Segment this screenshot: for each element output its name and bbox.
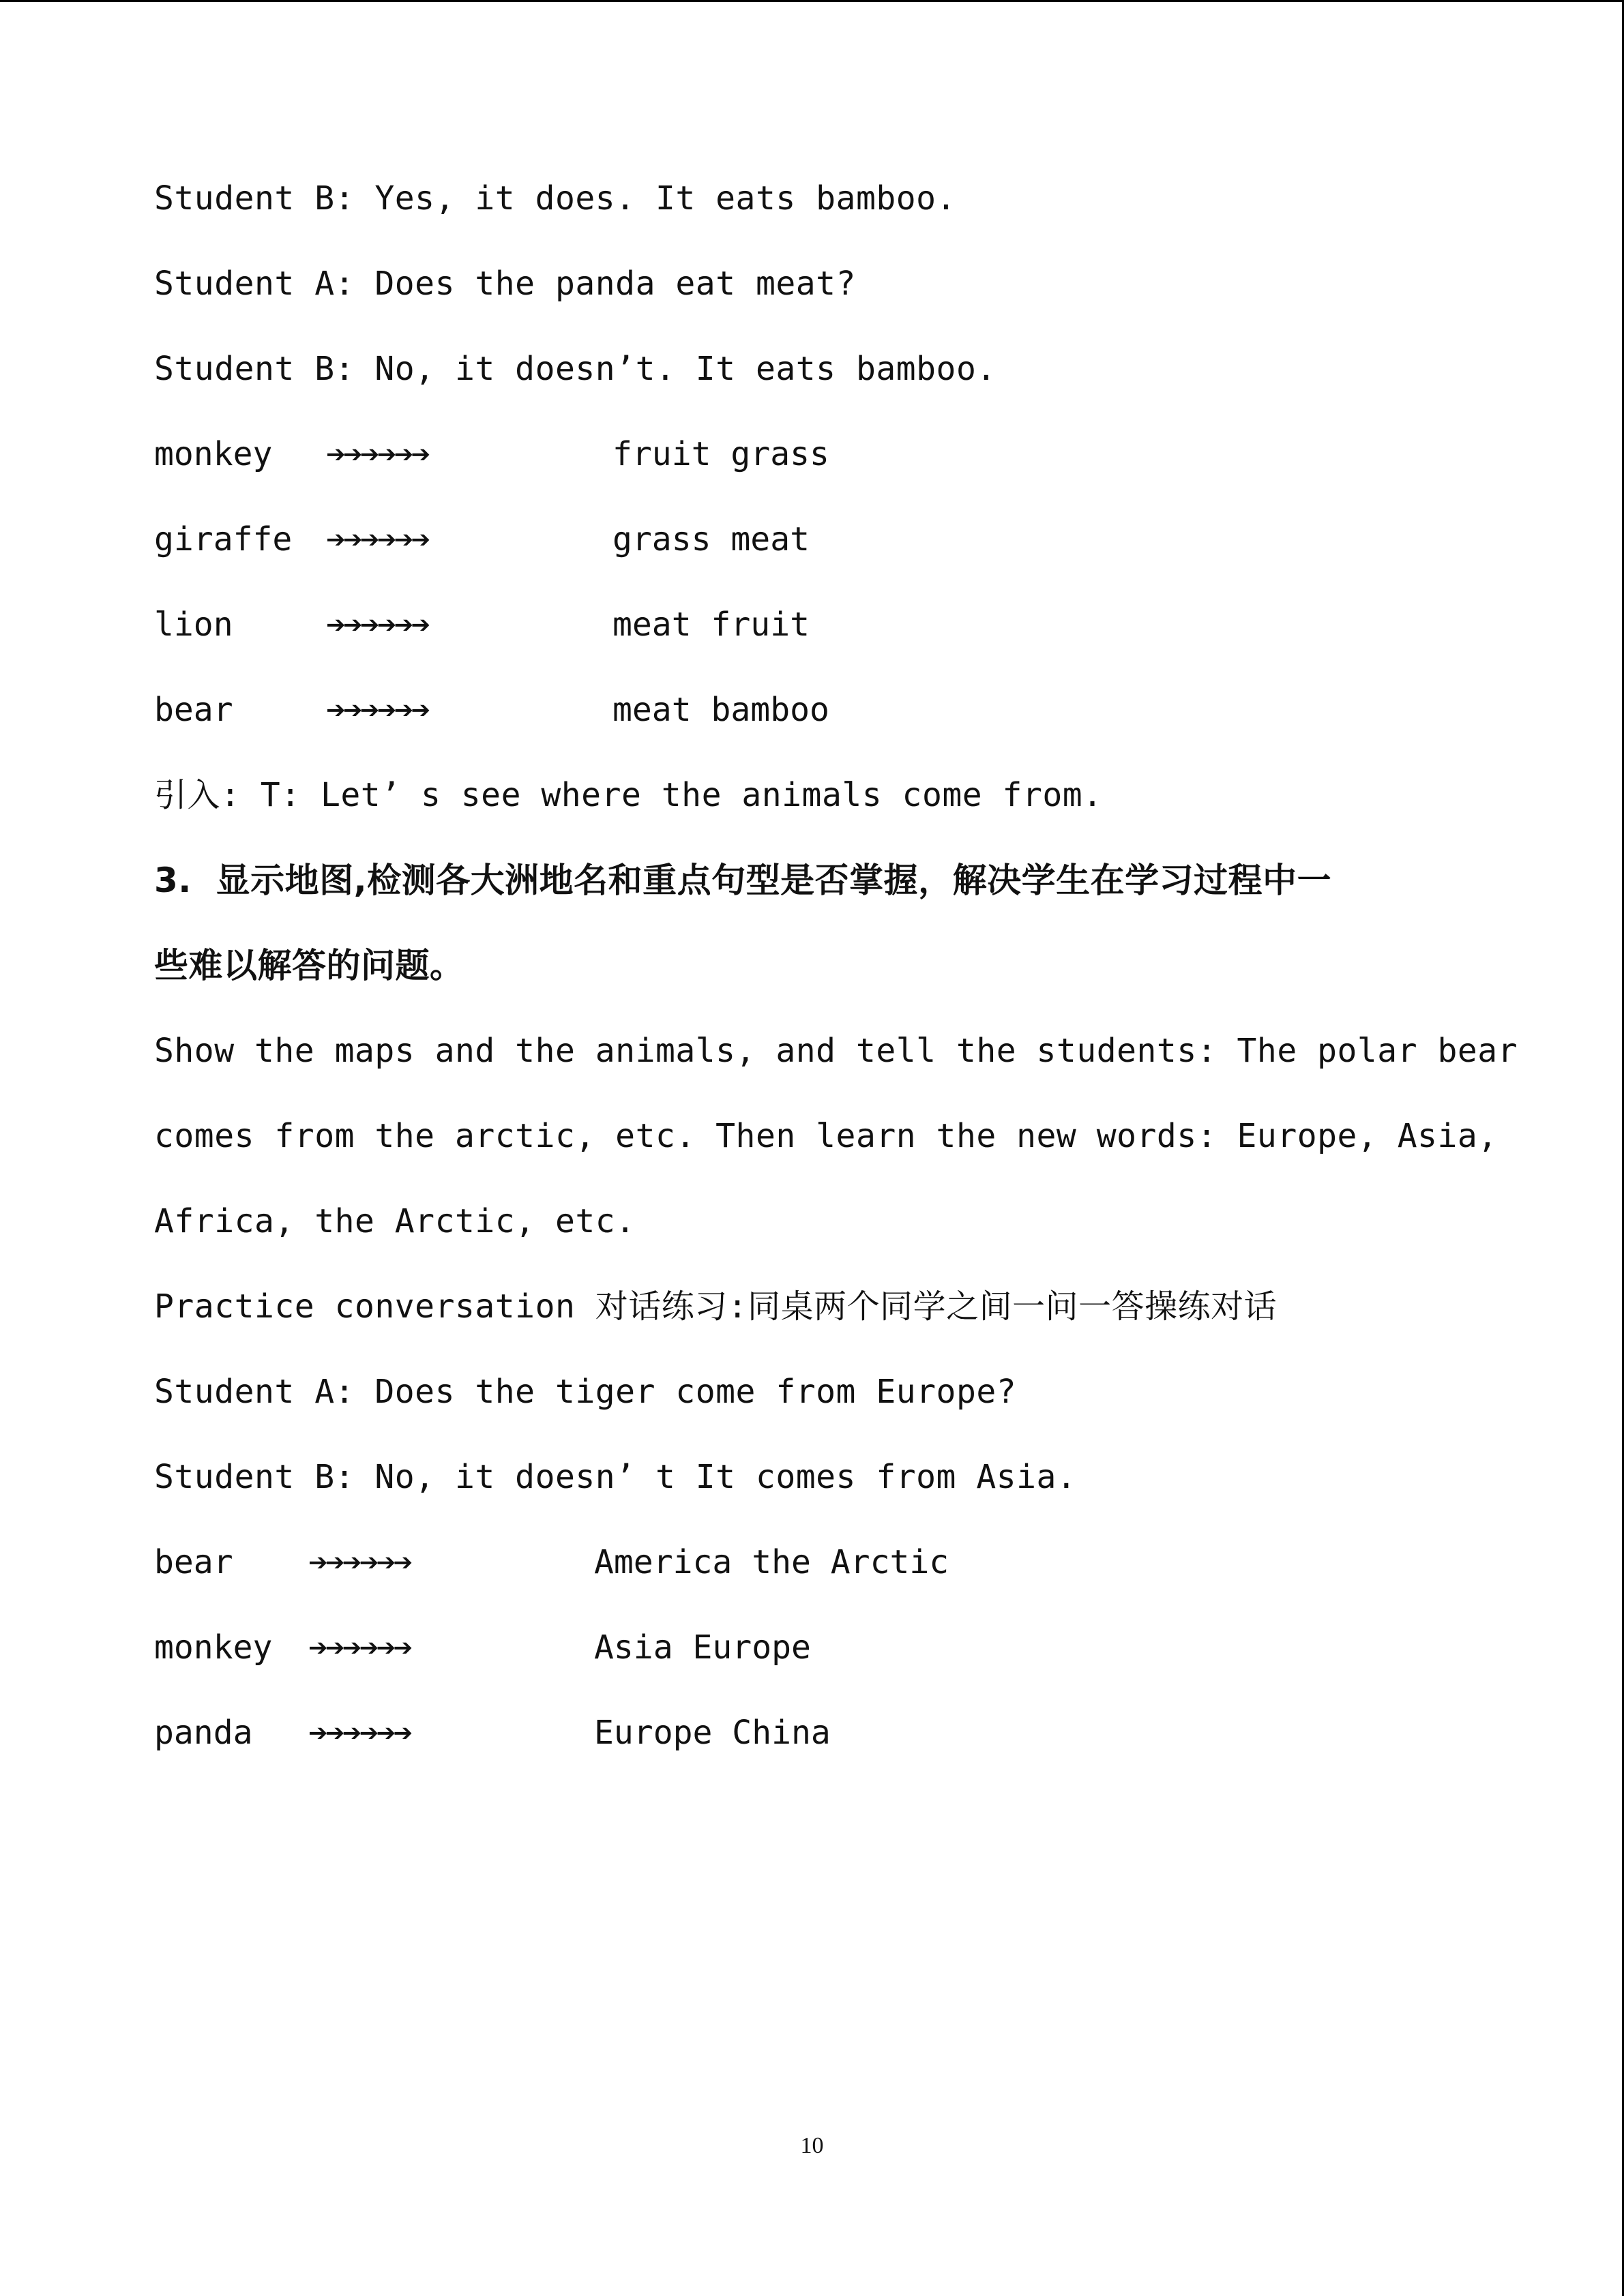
food-options: meat fruit: [612, 606, 810, 644]
dialogue-line: Student A: Does the tiger come from Europe?: [154, 1373, 1017, 1411]
arrow-icon: ➔➔➔➔➔➔: [308, 1543, 411, 1581]
dialogue-line: Student B: No, it doesn’t. It eats bamboo.: [154, 350, 996, 388]
animal-word: monkey: [154, 435, 273, 473]
page-number: 10: [800, 2133, 824, 2158]
practice-line: Practice conversation 对话练习:同桌两个同学之间一问一答操练对话: [154, 1287, 1278, 1326]
food-options: meat bamboo: [612, 691, 829, 729]
animal-word: panda: [154, 1714, 253, 1752]
section-heading: 3. 显示地图,检测各大洲地名和重点句型是否掌握，解决学生在学习过程中一: [154, 861, 1332, 900]
animal-word: lion: [154, 606, 233, 644]
paragraph-line: comes from the arctic, etc. Then learn the new words: Europe, Asia,: [154, 1117, 1498, 1155]
paragraph-line: Show the maps and the animals, and tell the students: The polar bear: [154, 1032, 1518, 1070]
arrow-icon: ➔➔➔➔➔➔: [308, 1714, 411, 1752]
animal-word: monkey: [154, 1628, 273, 1667]
arrow-icon: ➔➔➔➔➔➔: [326, 691, 428, 729]
paragraph-line: Africa, the Arctic, etc.: [154, 1202, 636, 1240]
animal-word: bear: [154, 1543, 233, 1581]
intro-line: 引入: T: Let’ s see where the animals come from.: [154, 776, 1103, 814]
dialogue-line: Student B: No, it doesn’ t It comes from Asia.: [154, 1458, 1077, 1496]
arrow-icon: ➔➔➔➔➔➔: [326, 606, 428, 644]
animal-word: giraffe: [154, 520, 293, 558]
arrow-icon: ➔➔➔➔➔➔: [308, 1628, 411, 1667]
origin-options: America the Arctic: [594, 1543, 949, 1581]
origin-options: Asia Europe: [594, 1628, 811, 1667]
section-heading-continued: 些难以解答的问题。: [154, 946, 464, 985]
origin-options: Europe China: [594, 1714, 831, 1752]
top-border: [0, 0, 1624, 2]
arrow-icon: ➔➔➔➔➔➔: [326, 435, 428, 473]
animal-word: bear: [154, 691, 233, 729]
food-options: fruit grass: [612, 435, 829, 473]
food-options: grass meat: [612, 520, 810, 558]
arrow-icon: ➔➔➔➔➔➔: [326, 520, 428, 558]
dialogue-line: Student B: Yes, it does. It eats bamboo.: [154, 179, 956, 218]
dialogue-line: Student A: Does the panda eat meat?: [154, 265, 856, 303]
